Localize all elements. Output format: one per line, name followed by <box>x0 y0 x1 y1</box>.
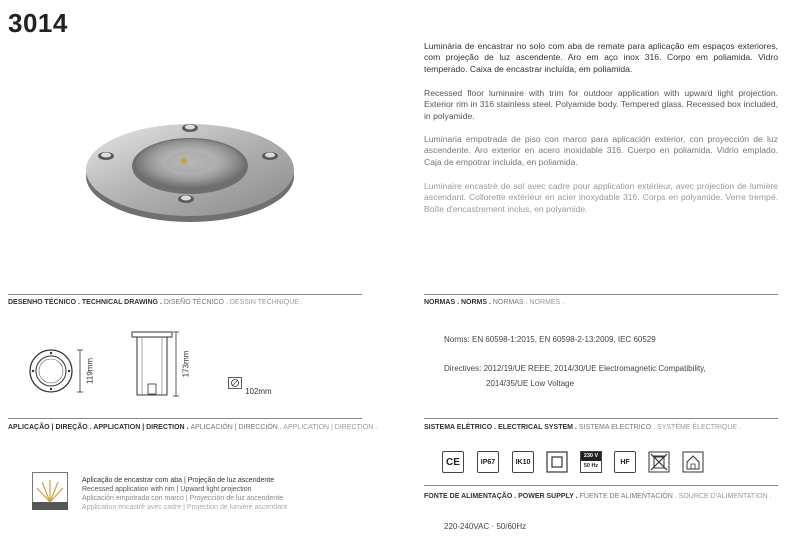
diameter-dimension-line <box>76 349 84 393</box>
indoor-use-house-icon <box>682 451 704 473</box>
height-label: 173mm <box>181 350 191 378</box>
product-code: 3014 <box>8 8 68 38</box>
hf-badge: HF <box>614 451 636 473</box>
top-view-drawing <box>28 348 74 394</box>
description-es: Luminaria empotrada de piso con marco para aplicación exterior, con proyección de luz ascendente. Aro exterior en acero inoxidable 316. Cuerpo en poliamida. Vidrio emplado. Caja de empotrar incluida, en poliamida. <box>424 134 778 167</box>
divider <box>424 418 778 419</box>
ik-rating-badge: IK10 <box>512 451 534 473</box>
description-pt: Luminária de encastrar no solo com aba de remate para aplicação em espaços exteriores, com projeção de luz ascendente. Aro em aço inox 316. Corpo em poliamida. Vidro temperado. Caixa de encastrar incluída, em poliamida. <box>424 41 778 74</box>
description-fr: Luminaire encastré de sol avec cadre pour application extérieur, avec projection de lumière ascendant. Collorette extérieur en acier inoxydable 316. Corps en polyamide. Verre trempé. Boîte d'encastrement inclus, en polyamide. <box>424 181 778 214</box>
class-ii-insulation-icon <box>546 451 568 473</box>
side-view-drawing <box>130 330 174 398</box>
directives-text-line1: Directives: 2012/19/UE REEE, 2014/30/UE Electromagnetic Compatibility, <box>444 364 706 373</box>
power-supply-text: 220-240VAC · 50/60Hz <box>444 522 527 531</box>
divider <box>8 418 362 419</box>
weee-recycle-icon <box>648 451 670 473</box>
ip-rating-badge: IP67 <box>477 451 499 473</box>
product-photo <box>80 112 300 224</box>
application-text-es: Aplicación empotrada con marco | Proyección de luz ascendente <box>82 495 284 502</box>
divider <box>424 294 778 295</box>
section-title-electrical: SISTEMA ELÉTRICO . ELECTRICAL SYSTEM . SISTEMA ELECTRICO . SYSTÈME ÉLECTRIQUE . <box>424 424 742 431</box>
section-title-power-supply: FONTE DE ALIMENTAÇÃO . POWER SUPPLY . FUENTE DE ALIMENTACIÓN . SOURCE D'ALIMENTATION . <box>424 493 772 500</box>
ce-mark-icon: CE <box>442 451 464 473</box>
divider <box>424 485 778 486</box>
section-title-application: APLICAÇÃO | DIREÇÃO . APPLICATION | DIRECTION . APLICACIÓN | DIRECCIÓN . APPLICATION | DIRECTION . <box>8 424 378 431</box>
voltage-text: 230 V <box>581 452 601 461</box>
norms-text: Norms: EN 60598-1:2015, EN 60598-2-13:2009, IEC 60529 <box>444 335 656 344</box>
application-text-fr: Application encastré avec cadre | Projection de lumière ascendant <box>82 504 287 511</box>
upward-light-icon <box>32 472 68 510</box>
voltage-frequency-badge <box>580 451 602 473</box>
description-en: Recessed floor luminaire with trim for outdoor application with upward light projection. Exterior rim in 316 stainless steel. Polyamide body. Tempered glass. Recessed box included, in polyamide. <box>424 88 778 121</box>
divider <box>8 294 362 295</box>
section-title-technical-drawing: DESENHO TÉCNICO . TECHNICAL DRAWING . DISEÑO TÉCNICO . DESSIN TECHNIQUE . <box>8 299 303 306</box>
directives-text-line2: 2014/35/UE Low Voltage <box>486 379 575 388</box>
application-text-en: Recessed application with rim | Upward light projection <box>82 486 252 493</box>
cutout-label: 102mm <box>245 387 272 396</box>
frequency-text: 50 Hz <box>583 463 599 469</box>
diameter-label: 119mm <box>85 357 95 385</box>
cutout-icon <box>228 377 242 389</box>
application-text-pt: Aplicação de encastrar com aba | Projeção de luz ascendente <box>82 477 275 484</box>
height-dimension-line <box>172 331 180 397</box>
section-title-norms: NORMAS . NORMS . NORMAS . NORMES . <box>424 299 565 306</box>
